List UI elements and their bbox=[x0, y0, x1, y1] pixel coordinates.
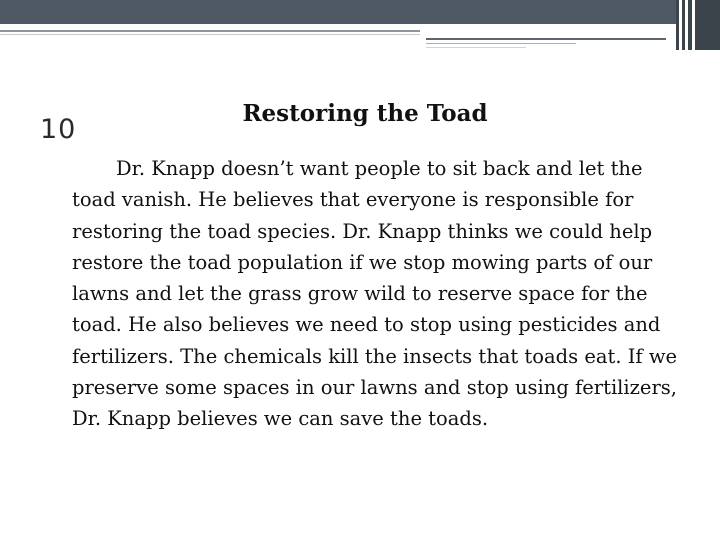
slide-body-text: Dr. Knapp doesn’t want people to sit back and let the toad vanish. He believes that everyone is responsible for restoring the toad species. Dr. Knapp thinks we could help restore the toad population if we stop mowing parts of our lawns and let the grass grow wild to reserve space for the toad. He also believes we need to stop using pesticides and fertilizers. The chemicals kill the insects that toads eat. If we preserve some spaces in our lawns and stop using fertilizers, Dr. Knapp believes we can save the toads. bbox=[72, 157, 678, 431]
header-stripe bbox=[426, 47, 526, 48]
header-corner-decoration bbox=[676, 0, 720, 50]
slide-title: Restoring the Toad bbox=[242, 100, 488, 127]
header-stripe bbox=[0, 30, 420, 32]
header-band bbox=[0, 0, 720, 24]
header-stripe bbox=[426, 43, 576, 44]
header-stripe bbox=[0, 34, 420, 35]
slide-number: 10 bbox=[40, 114, 77, 145]
header-stripe bbox=[426, 38, 666, 40]
